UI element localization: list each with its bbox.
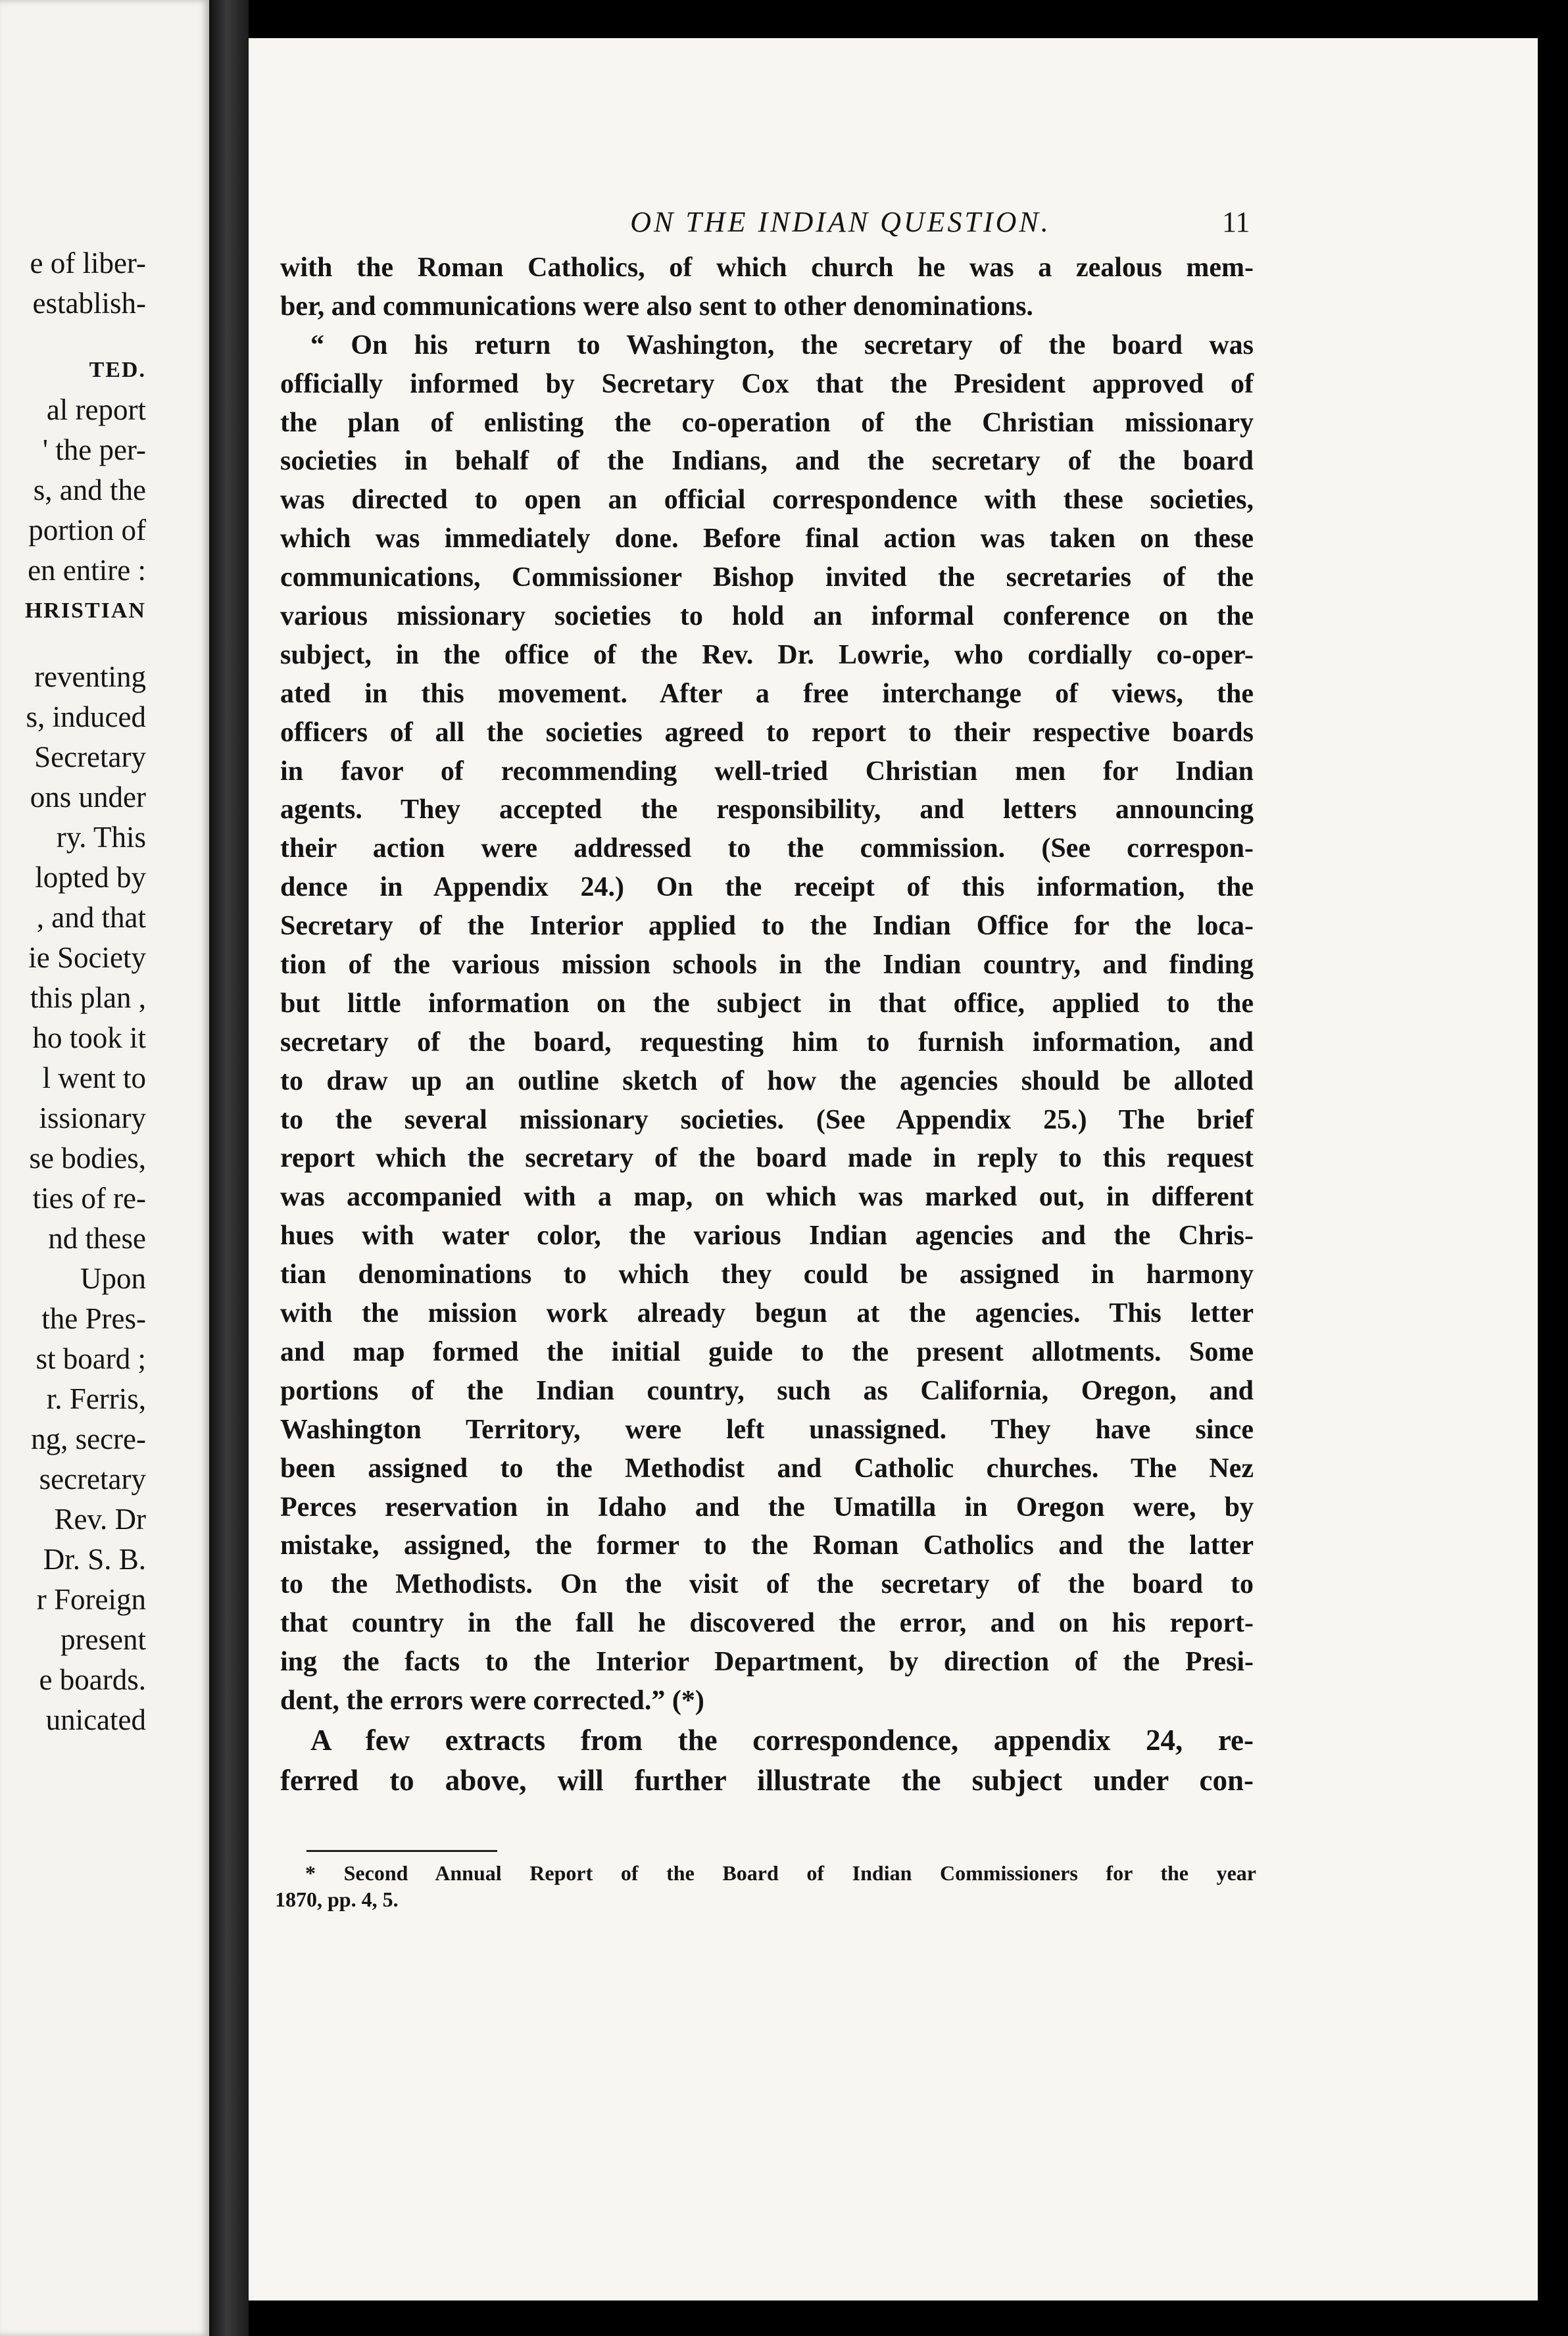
left-fragment: reventing (34, 660, 146, 693)
left-page-text (0, 243, 146, 1740)
left-fragment: present (61, 1623, 146, 1656)
text-line: ber, and communications were also sent to other denominations. (280, 291, 1033, 322)
text-line: portions of the Indian country, such as California, Oregon, and (280, 1375, 1254, 1406)
text-line: was accompanied with a map, on which was marked out, in different (280, 1182, 1254, 1213)
text-line: officially informed by Secretary Cox that the President approved of (280, 368, 1254, 399)
text-line: which was immediately done. Before final action was taken on these (280, 523, 1254, 554)
left-fragment: se bodies, (29, 1142, 146, 1175)
text-line: ferred to above, will further illustrate the subject under con- (280, 1763, 1254, 1797)
text-line: “ On his return to Washington, the secretary of the board was (310, 329, 1254, 360)
left-fragment: ho took it (32, 1021, 146, 1054)
left-fragment: e of liber- (30, 247, 146, 280)
text-line: officers of all the societies agreed to report to their respective boards (280, 717, 1254, 748)
left-fragment: Upon (80, 1262, 146, 1295)
left-fragment: ' the per- (42, 433, 146, 466)
left-fragment: ties of re- (32, 1182, 146, 1215)
text-line: in favor of recommending well-tried Christian men for Indian (280, 756, 1254, 787)
text-line: to draw up an outline sketch of how the agencies should be alloted (280, 1065, 1254, 1096)
footnote (275, 1860, 1256, 1912)
text-line: agents. They accepted the responsibility, and letters announcing (280, 794, 1254, 825)
text-line: but little information on the subject in that office, applied to the (280, 988, 1254, 1019)
footnote-rule (306, 1850, 497, 1852)
left-fragment: lopted by (35, 861, 146, 894)
left-fragment: establish- (32, 287, 146, 320)
right-page (249, 38, 1538, 2300)
left-fragment-heading: HRISTIAN (24, 598, 146, 623)
text-line: subject, in the office of the Rev. Dr. Lowrie, who cordially co-oper- (280, 639, 1254, 670)
text-line: the plan of enlisting the co-operation of the Christian missionary (280, 407, 1254, 438)
text-line: been assigned to the Methodist and Catholic churches. The Nez (280, 1453, 1254, 1484)
text-line: their action were addressed to the commission. (See correspon- (280, 833, 1254, 864)
left-fragment: r. Ferris, (46, 1382, 146, 1415)
text-line: secretary of the board, requesting him to furnish information, and (280, 1027, 1254, 1058)
text-line: communications, Commissioner Bishop invited the secretaries of the (280, 562, 1254, 593)
text-line: with the Roman Catholics, of which church he was a zealous mem- (280, 253, 1254, 283)
text-line: that country in the fall he discovered the error, and on his report- (280, 1608, 1254, 1639)
left-fragment: unicated (45, 1703, 146, 1736)
text-line: tion of the various mission schools in the Indian country, and finding (280, 950, 1254, 981)
book-gutter (209, 0, 249, 2336)
left-fragment: st board ; (36, 1342, 146, 1375)
left-fragment: r Foreign (36, 1583, 146, 1616)
left-fragment: Rev. Dr (54, 1503, 146, 1536)
text-line: was directed to open an official correspondence with these societies, (280, 485, 1254, 516)
text-line: with the mission work already begun at the agencies. This letter (280, 1298, 1254, 1329)
text-line: to the several missionary societies. (See Appendix 25.) The brief (280, 1104, 1254, 1135)
text-line: hues with water color, the various Indian agencies and the Chris- (280, 1221, 1254, 1252)
left-fragment: s, induced (26, 700, 146, 733)
text-line: Perces reservation in Idaho and the Umatilla in Oregon were, by (280, 1492, 1254, 1522)
left-fragment: ry. This (56, 821, 146, 854)
left-fragment: l went to (42, 1061, 146, 1094)
text-line: dent, the errors were corrected.” (*) (280, 1685, 704, 1716)
left-fragment-gap (0, 324, 146, 350)
body-text (280, 249, 1254, 1801)
text-line: mistake, assigned, the former to the Roman Catholics and the latter (280, 1530, 1254, 1561)
left-fragment-gap (0, 631, 146, 657)
left-fragment: en entire : (28, 554, 146, 587)
text-line: and map formed the initial guide to the present allotments. Some (280, 1336, 1254, 1367)
text-line: to the Methodists. On the visit of the secretary of the board to (280, 1569, 1254, 1600)
running-title: ON THE INDIAN QUESTION. (630, 206, 1051, 238)
text-line: Washington Territory, were left unassigned. They have since (280, 1414, 1254, 1445)
text-line: dence in Appendix 24.) On the receipt of this information, the (280, 872, 1254, 903)
running-head (249, 196, 1538, 249)
text-line: report which the secretary of the board made in reply to this request (280, 1143, 1254, 1174)
left-fragment: e boards. (39, 1663, 146, 1696)
text-line: societies in behalf of the Indians, and the secretary of the board (280, 446, 1254, 477)
left-fragment: secretary (39, 1463, 146, 1496)
text-line: ing the facts to the Interior Department, by direction of the Presi- (280, 1647, 1254, 1678)
left-fragment: this plan , (30, 981, 146, 1014)
left-fragment: the Pres- (41, 1302, 146, 1335)
text-line: various missionary societies to hold an informal conference on the (280, 601, 1254, 632)
left-page-fragment (0, 0, 209, 2336)
text-line: Secretary of the Interior applied to the Indian Office for the loca- (280, 911, 1254, 942)
footnote-line: 1870, pp. 4, 5. (275, 1887, 399, 1911)
left-fragment: issionary (39, 1102, 146, 1134)
left-fragment: Dr. S. B. (43, 1543, 146, 1576)
left-fragment: al report (46, 393, 146, 426)
left-fragment: s, and the (33, 474, 146, 506)
left-fragment: ng, secre- (31, 1423, 146, 1455)
page-number: 11 (1222, 206, 1250, 238)
text-line: ated in this movement. After a free interchange of views, the (280, 678, 1254, 709)
left-fragment: portion of (28, 514, 146, 547)
left-fragment: , and that (36, 901, 146, 934)
left-fragment: nd these (48, 1222, 146, 1255)
left-fragment-heading: TED. (89, 358, 146, 382)
left-fragment: ons under (30, 781, 146, 814)
footnote-line: * Second Annual Report of the Board of Indian Commissioners for the year (305, 1861, 1256, 1885)
left-fragment: Secretary (34, 741, 146, 773)
left-fragment: ie Society (28, 941, 146, 974)
text-line: tian denominations to which they could be assigned in harmony (280, 1259, 1254, 1290)
text-line: A few extracts from the correspondence, appendix 24, re- (310, 1723, 1254, 1757)
